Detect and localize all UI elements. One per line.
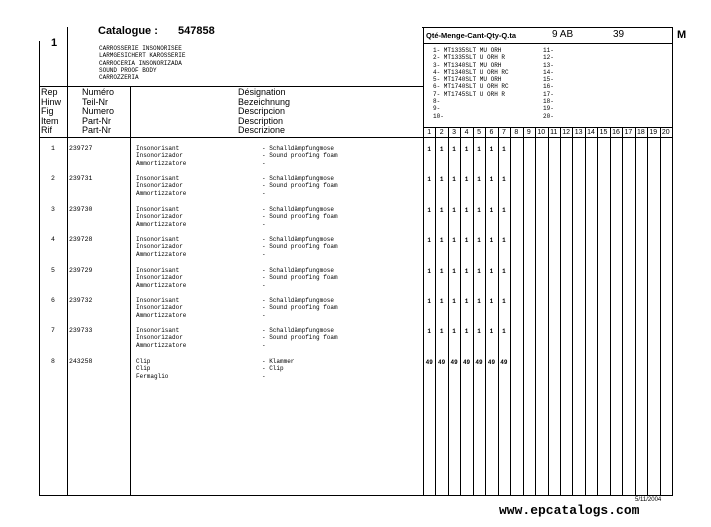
part-name-line: - <box>262 159 266 167</box>
watermark: www.epcatalogs.com <box>499 503 640 518</box>
part-name-line: Insonorizador <box>136 274 183 282</box>
model-entry: 2- MT1335SLT U ORH R <box>433 54 506 62</box>
part-qty: 1 <box>439 176 444 183</box>
model-entry: 7- MT1745SLT U ORH R <box>433 90 506 98</box>
part-name-line: - Sound proofing foam <box>262 182 338 190</box>
model-entry: 6- MT1740SLT U ORH RC <box>433 83 509 91</box>
part-qty: 1 <box>489 207 494 214</box>
qty-column-line <box>510 127 511 496</box>
part-qty: 1 <box>477 207 481 214</box>
col-header-designation <box>238 88 290 136</box>
model-entry: 12- <box>543 54 554 62</box>
part-qty: 1 <box>464 176 469 183</box>
part-name-left <box>136 145 186 167</box>
model-entry: 14- <box>543 68 554 76</box>
qty-column-number: 8 <box>514 129 519 136</box>
part-name-line: Insonorisant <box>136 297 180 304</box>
part-qty: 1 <box>452 207 456 214</box>
frame-bottom <box>39 495 673 496</box>
part-name-line: - <box>262 372 266 380</box>
col-header-line: Numero <box>82 106 115 117</box>
qty-header-label: Qté-Menge-Cant-Qty-Q.ta <box>426 31 516 40</box>
part-number: 243258 <box>69 358 93 365</box>
part-rep: 7 <box>51 327 55 334</box>
part-name-line: - Sound proofing foam <box>262 304 338 312</box>
qty-column-line <box>597 127 598 496</box>
part-qty: 1 <box>502 298 506 305</box>
part-name-line: - <box>262 311 266 319</box>
part-qty: 1 <box>439 328 444 335</box>
part-qty: 1 <box>502 146 506 153</box>
part-qty: 1 <box>427 207 432 214</box>
qty-column-line <box>548 127 549 496</box>
part-qty: 1 <box>427 298 432 305</box>
part-name-left <box>136 267 186 289</box>
qty-column-line <box>622 127 623 496</box>
part-name-right <box>262 175 338 197</box>
part-name-line: - <box>262 189 266 197</box>
qty-column-number: 14 <box>587 129 595 136</box>
part-qty: 1 <box>464 207 469 214</box>
part-name-line: - Schalldämpfungmose <box>262 297 335 304</box>
part-number: 239731 <box>69 175 93 182</box>
qty-column-number: 2 <box>439 129 444 136</box>
qty-column-number: 18 <box>636 129 645 136</box>
part-rep: 5 <box>51 267 55 274</box>
model-entry: 3- MT1340SLT MU ORH <box>433 61 502 69</box>
catalogue-number: 547858 <box>178 25 215 37</box>
col-header-line: Description <box>238 115 284 126</box>
part-name-right <box>262 236 338 258</box>
col-header-numero <box>82 88 114 136</box>
part-name-left <box>136 206 186 228</box>
part-rep: 6 <box>51 297 55 304</box>
part-qty: 49 <box>438 359 446 366</box>
part-name-line: - <box>262 341 266 349</box>
model-entry: 17- <box>543 90 554 98</box>
col-header-line: Rep <box>41 87 58 97</box>
print-date: 5/11/2004 <box>635 497 662 503</box>
part-qty: 1 <box>502 268 506 275</box>
qty-column-number: 6 <box>489 129 494 136</box>
header-rule-bottom <box>39 137 673 138</box>
col-divider-numero <box>67 27 68 496</box>
part-qty: 1 <box>464 268 469 275</box>
part-name-line: - Klammer <box>262 358 295 365</box>
model-entry: 11- <box>543 47 554 54</box>
part-qty: 1 <box>452 298 456 305</box>
model-entry: 13- <box>543 61 554 69</box>
col-header-line: Item <box>41 115 59 126</box>
part-name-left <box>136 297 186 319</box>
part-qty: 49 <box>487 359 496 366</box>
part-qty: 49 <box>475 359 483 366</box>
part-qty: 1 <box>452 328 456 335</box>
part-qty: 1 <box>489 237 494 244</box>
part-name-right <box>262 327 338 349</box>
part-qty: 1 <box>477 146 481 153</box>
part-name-line: - Schalldämpfungmose <box>262 175 335 182</box>
col-divider-qty <box>423 27 424 496</box>
qty-column-number: 5 <box>477 129 481 136</box>
part-number: 239728 <box>69 236 93 243</box>
part-qty: 1 <box>439 237 444 244</box>
part-name-line: - Schalldämpfungmose <box>262 327 335 334</box>
qty-column-line <box>635 127 636 496</box>
qty-column-line <box>647 127 648 496</box>
part-name-right <box>262 358 294 380</box>
part-qty: 1 <box>477 176 481 183</box>
part-name-line: Insonorizador <box>136 304 183 312</box>
part-rep: 1 <box>51 145 55 152</box>
col-header-line: Descripcion <box>238 106 286 117</box>
part-qty: 49 <box>425 359 433 366</box>
part-name-line: Insonorizador <box>136 152 183 160</box>
model-list-left <box>433 47 509 120</box>
qty-column-number: 12 <box>562 129 571 136</box>
vehicle-name: SOUND PROOF BODY <box>99 66 157 74</box>
part-name-line: Ammortizzatore <box>136 281 187 289</box>
part-name-left <box>136 327 186 349</box>
part-name-line: - <box>262 281 266 289</box>
part-qty: 1 <box>464 328 469 335</box>
model-entry: 10- <box>433 112 444 120</box>
part-name-line: - Sound proofing foam <box>262 274 338 282</box>
part-name-line: Insonorisant <box>136 175 180 182</box>
part-qty: 1 <box>502 237 506 244</box>
group-code: 9 AB <box>552 29 574 40</box>
part-name-line: Ammortizzatore <box>136 220 187 228</box>
part-name-line: Fermaglio <box>136 372 169 380</box>
part-name-line: Ammortizzatore <box>136 189 187 197</box>
col-header-line: Descrizione <box>238 125 286 136</box>
part-name-line: Clip <box>136 365 151 373</box>
part-name-right <box>262 267 338 289</box>
qty-column-number: 10 <box>537 129 546 136</box>
part-qty: 49 <box>462 359 471 366</box>
part-name-left <box>136 175 186 197</box>
qty-column-number: 16 <box>612 129 620 136</box>
part-qty: 1 <box>502 328 506 335</box>
part-qty: 1 <box>489 298 494 305</box>
part-qty: 1 <box>477 268 481 275</box>
qty-column-number: 20 <box>661 129 670 136</box>
part-name-line: - Sound proofing foam <box>262 213 338 221</box>
part-qty: 1 <box>439 268 444 275</box>
part-name-right <box>262 206 338 228</box>
part-number: 239727 <box>69 145 93 152</box>
vehicle-name: LARMGESICHERT KAROSSERIE <box>99 52 186 60</box>
part-name-right <box>262 145 338 167</box>
part-qty: 1 <box>489 146 494 153</box>
part-qty: 1 <box>477 298 481 305</box>
model-entry: 20- <box>543 112 554 120</box>
qty-column-line <box>585 127 586 496</box>
qty-column-number: 17 <box>624 129 633 136</box>
part-name-left <box>136 358 168 380</box>
col-header-rep <box>41 88 61 136</box>
qty-column-line <box>572 127 573 496</box>
part-name-line: Clip <box>136 358 151 365</box>
part-qty: 1 <box>502 207 506 214</box>
part-name-line: Insonorizador <box>136 213 183 221</box>
part-qty: 1 <box>477 328 481 335</box>
part-qty: 1 <box>489 268 494 275</box>
part-name-line: - Schalldämpfungmose <box>262 267 335 274</box>
qty-column-line <box>535 127 536 496</box>
part-name-line: Insonorisant <box>136 206 180 213</box>
part-rep: 2 <box>51 175 55 182</box>
part-qty: 1 <box>464 146 469 153</box>
part-name-line: - Sound proofing foam <box>262 152 338 160</box>
col-header-line: Bezeichnung <box>238 96 291 107</box>
model-list-right <box>543 47 554 120</box>
part-rep: 3 <box>51 206 55 213</box>
part-qty: 1 <box>427 146 432 153</box>
part-qty: 1 <box>439 298 444 305</box>
part-name-line: Ammortizzatore <box>136 159 187 167</box>
part-name-line: Ammortizzatore <box>136 341 187 349</box>
model-entry: 19- <box>543 105 554 113</box>
part-name-line: Insonorizador <box>136 243 183 251</box>
part-qty: 1 <box>464 237 469 244</box>
part-qty: 49 <box>500 359 508 366</box>
part-qty: 49 <box>450 359 458 366</box>
col-header-line: Désignation <box>238 87 286 97</box>
part-name-line: - Schalldämpfungmose <box>262 206 335 213</box>
corner-mark: M <box>677 29 687 41</box>
qty-column-line <box>560 127 561 496</box>
catalogue-label: Catalogue : <box>98 25 158 37</box>
part-qty: 1 <box>452 146 456 153</box>
part-number: 239732 <box>69 297 93 304</box>
part-name-line: Insonorisant <box>136 327 180 334</box>
part-name-line: Ammortizzatore <box>136 250 187 258</box>
col-divider-designation <box>130 86 131 496</box>
part-qty: 1 <box>452 176 456 183</box>
part-rep: 4 <box>51 236 55 243</box>
qty-column-line <box>523 127 524 496</box>
model-entry: 15- <box>543 76 554 84</box>
part-number: 239733 <box>69 327 93 334</box>
part-number: 239729 <box>69 267 93 274</box>
col-header-line: Fig <box>41 106 54 117</box>
page-index: 1 <box>51 37 58 49</box>
part-name-line: Insonorisant <box>136 267 180 274</box>
part-name-line: - Schalldämpfungmose <box>262 236 335 243</box>
part-qty: 1 <box>502 176 506 183</box>
part-qty: 1 <box>464 298 469 305</box>
qty-column-line <box>660 127 661 496</box>
qty-column-line <box>610 127 611 496</box>
group-number: 39 <box>613 29 625 40</box>
part-name-left <box>136 236 186 258</box>
part-qty: 1 <box>439 146 444 153</box>
part-qty: 1 <box>439 207 444 214</box>
frame-left <box>39 41 40 496</box>
model-entry: 18- <box>543 98 554 106</box>
part-number: 239730 <box>69 206 93 213</box>
model-entry: 9- <box>433 105 441 113</box>
part-qty: 1 <box>427 328 432 335</box>
qty-column-number: 15 <box>599 129 608 136</box>
model-entry: 5- MT1740SLT MU ORH <box>433 76 502 84</box>
col-header-line: Part-Nr <box>82 125 111 136</box>
col-header-line: Hinw <box>41 96 62 107</box>
part-name-line: Insonorizador <box>136 334 183 342</box>
qty-column-line <box>672 127 673 496</box>
part-rep: 8 <box>51 358 55 365</box>
part-qty: 1 <box>489 328 494 335</box>
part-name-line: Insonorisant <box>136 236 180 243</box>
part-qty: 1 <box>477 237 481 244</box>
col-header-line: Rif <box>41 125 52 136</box>
part-name-line: - Schalldämpfungmose <box>262 145 335 152</box>
part-name-line: - Sound proofing foam <box>262 334 338 342</box>
part-name-right <box>262 297 338 319</box>
vehicle-name: CARROSSERIE INSONORISEE <box>99 45 182 52</box>
qty-subheader-rule <box>423 43 673 44</box>
col-header-line: Teil-Nr <box>82 96 108 107</box>
vehicle-name: CARROCERIA INSONORIZADA <box>99 59 182 67</box>
vehicle-name: CARROZZERIA <box>99 74 139 82</box>
model-entry: 16- <box>543 83 554 91</box>
part-qty: 1 <box>452 268 456 275</box>
part-name-line: Insonorizador <box>136 182 183 190</box>
part-qty: 1 <box>427 176 432 183</box>
part-name-line: Ammortizzatore <box>136 311 187 319</box>
part-qty: 1 <box>427 268 432 275</box>
part-qty: 1 <box>452 237 456 244</box>
part-name-line: Insonorisant <box>136 145 180 152</box>
part-qty: 1 <box>489 176 494 183</box>
top-rule <box>422 27 672 28</box>
part-qty: 1 <box>427 237 432 244</box>
qty-column-number: 19 <box>649 129 658 136</box>
part-name-line: - <box>262 220 266 228</box>
part-name-line: - Clip <box>262 365 284 373</box>
qty-column-number: 13 <box>574 129 583 136</box>
qty-column-number: 3 <box>452 129 457 136</box>
part-name-line: - <box>262 250 266 258</box>
model-entry: 1- MT1335SLT MU ORH <box>433 47 502 54</box>
qty-column-number: 4 <box>464 129 469 136</box>
qty-column-number: 7 <box>501 129 506 136</box>
part-name-line: - Sound proofing foam <box>262 243 338 251</box>
vehicle-names <box>99 45 185 81</box>
col-header-line: Numéro <box>82 87 115 97</box>
qty-column-number: 1 <box>427 129 432 136</box>
col-header-line: Part-Nr <box>82 115 111 126</box>
model-entry: 4- MT1340SLT U ORH RC <box>433 68 509 76</box>
model-entry: 8- <box>433 98 441 106</box>
qty-column-number: 11 <box>550 129 558 136</box>
qty-column-number: 9 <box>526 129 531 136</box>
